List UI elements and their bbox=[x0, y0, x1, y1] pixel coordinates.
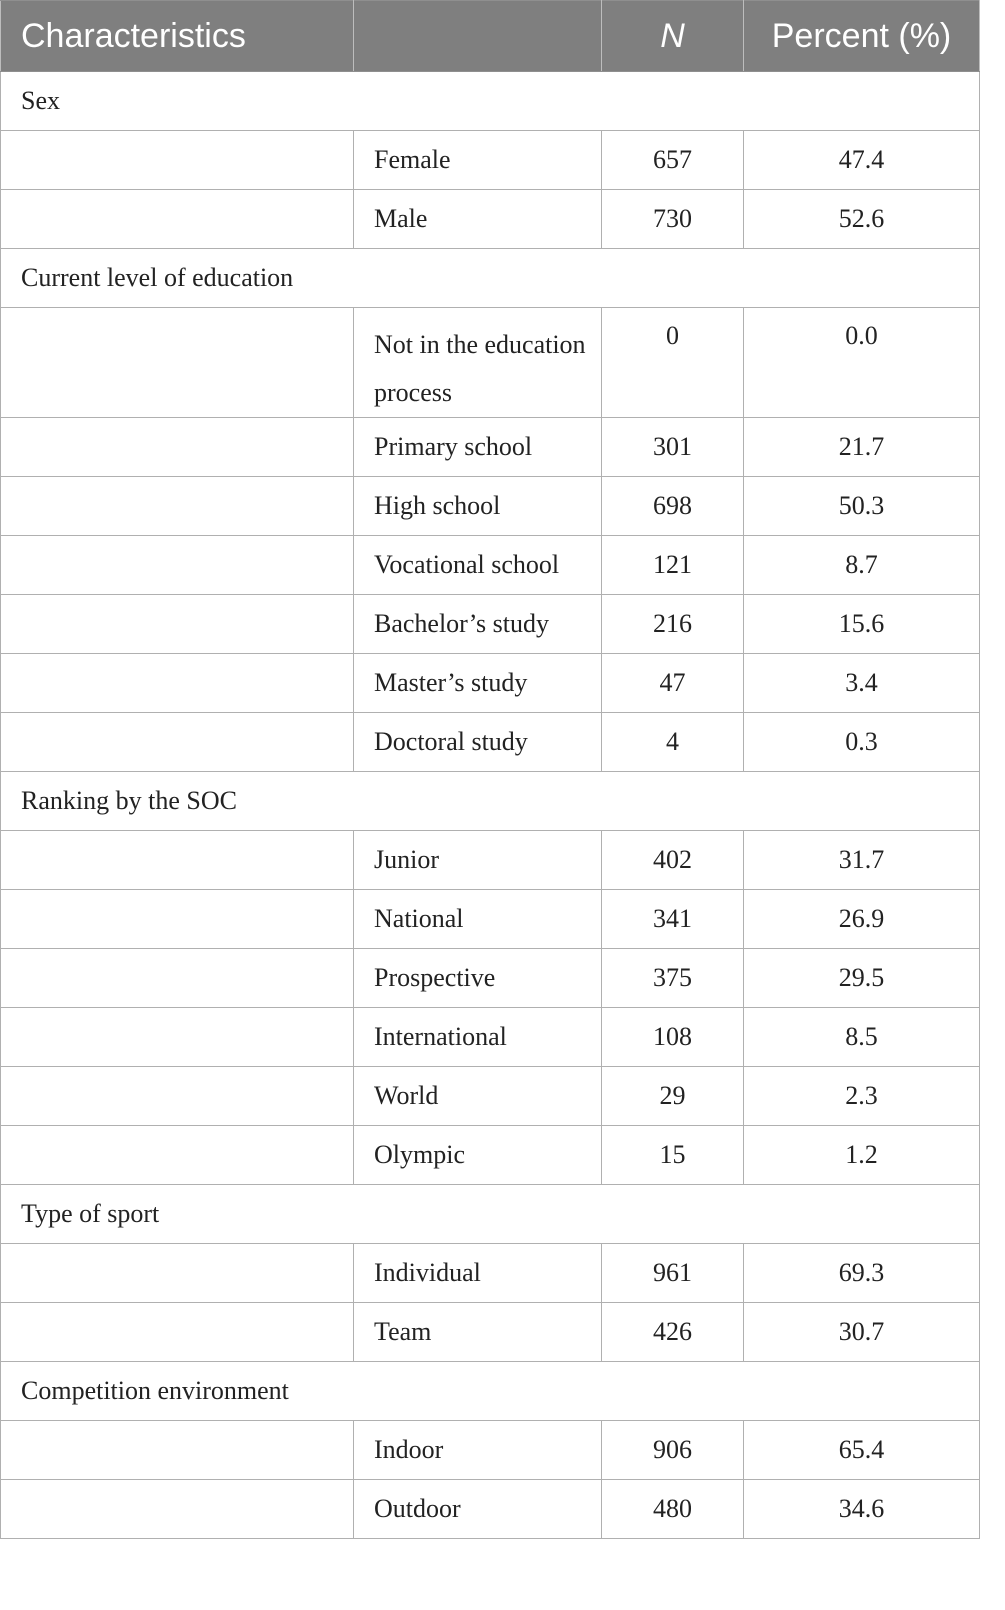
row-n: 402 bbox=[602, 831, 744, 890]
row-blank-cell bbox=[1, 536, 354, 595]
row-blank-cell bbox=[1, 949, 354, 1008]
row-percent: 0.3 bbox=[744, 713, 980, 772]
row-percent: 2.3 bbox=[744, 1067, 980, 1126]
row-label: Prospective bbox=[354, 949, 602, 1008]
row-label: Bachelor’s study bbox=[354, 595, 602, 654]
section-row-competition-environment bbox=[1, 1362, 980, 1421]
row-percent: 29.5 bbox=[744, 949, 980, 1008]
row-label: Primary school bbox=[354, 418, 602, 477]
row-percent: 3.4 bbox=[744, 654, 980, 713]
row-label: Team bbox=[354, 1303, 602, 1362]
row-label: World bbox=[354, 1067, 602, 1126]
row-percent: 69.3 bbox=[744, 1244, 980, 1303]
table-row bbox=[1, 536, 980, 595]
row-n: 961 bbox=[602, 1244, 744, 1303]
row-percent: 52.6 bbox=[744, 190, 980, 249]
row-n: 108 bbox=[602, 1008, 744, 1067]
row-label: Not in the education process bbox=[354, 308, 602, 418]
row-n: 657 bbox=[602, 131, 744, 190]
row-n: 375 bbox=[602, 949, 744, 1008]
section-row-education bbox=[1, 249, 980, 308]
row-n: 15 bbox=[602, 1126, 744, 1185]
table-row bbox=[1, 1067, 980, 1126]
table-row bbox=[1, 418, 980, 477]
section-title: Type of sport bbox=[1, 1185, 980, 1244]
section-title: Sex bbox=[1, 72, 980, 131]
row-percent: 21.7 bbox=[744, 418, 980, 477]
row-n: 426 bbox=[602, 1303, 744, 1362]
table-row bbox=[1, 595, 980, 654]
row-n: 47 bbox=[602, 654, 744, 713]
table-row bbox=[1, 713, 980, 772]
table-header bbox=[1, 1, 980, 72]
table-row bbox=[1, 949, 980, 1008]
header-row bbox=[1, 1, 980, 72]
row-blank-cell bbox=[1, 654, 354, 713]
row-n: 698 bbox=[602, 477, 744, 536]
row-blank-cell bbox=[1, 713, 354, 772]
row-n: 29 bbox=[602, 1067, 744, 1126]
row-n: 301 bbox=[602, 418, 744, 477]
header-blank bbox=[354, 1, 602, 72]
row-percent: 30.7 bbox=[744, 1303, 980, 1362]
section-row-ranking bbox=[1, 772, 980, 831]
row-label: Doctoral study bbox=[354, 713, 602, 772]
row-percent: 0.0 bbox=[744, 308, 980, 418]
row-blank-cell bbox=[1, 1126, 354, 1185]
row-blank-cell bbox=[1, 1244, 354, 1303]
row-n: 730 bbox=[602, 190, 744, 249]
row-percent: 34.6 bbox=[744, 1480, 980, 1539]
row-blank-cell bbox=[1, 890, 354, 949]
row-label: High school bbox=[354, 477, 602, 536]
row-blank-cell bbox=[1, 131, 354, 190]
row-label: National bbox=[354, 890, 602, 949]
table-row bbox=[1, 1244, 980, 1303]
table-row bbox=[1, 190, 980, 249]
row-percent: 65.4 bbox=[744, 1421, 980, 1480]
row-label: Individual bbox=[354, 1244, 602, 1303]
row-percent: 15.6 bbox=[744, 595, 980, 654]
header-percent: Percent (%) bbox=[744, 1, 980, 72]
row-label: Junior bbox=[354, 831, 602, 890]
table-row bbox=[1, 890, 980, 949]
section-title: Current level of education bbox=[1, 249, 980, 308]
table-row bbox=[1, 308, 980, 418]
row-n: 0 bbox=[602, 308, 744, 418]
row-blank-cell bbox=[1, 1303, 354, 1362]
table-row bbox=[1, 1421, 980, 1480]
row-label: Indoor bbox=[354, 1421, 602, 1480]
table-row bbox=[1, 131, 980, 190]
row-percent: 26.9 bbox=[744, 890, 980, 949]
row-label: Male bbox=[354, 190, 602, 249]
row-label: International bbox=[354, 1008, 602, 1067]
row-n: 121 bbox=[602, 536, 744, 595]
section-row-sex bbox=[1, 72, 980, 131]
header-n: N bbox=[602, 1, 744, 72]
row-n: 4 bbox=[602, 713, 744, 772]
row-n: 341 bbox=[602, 890, 744, 949]
row-blank-cell bbox=[1, 1480, 354, 1539]
row-blank-cell bbox=[1, 831, 354, 890]
row-blank-cell bbox=[1, 595, 354, 654]
table-row bbox=[1, 1303, 980, 1362]
row-label: Master’s study bbox=[354, 654, 602, 713]
row-percent: 47.4 bbox=[744, 131, 980, 190]
row-n: 216 bbox=[602, 595, 744, 654]
row-blank-cell bbox=[1, 1008, 354, 1067]
row-percent: 31.7 bbox=[744, 831, 980, 890]
row-blank-cell bbox=[1, 418, 354, 477]
row-blank-cell bbox=[1, 308, 354, 418]
section-title: Competition environment bbox=[1, 1362, 980, 1421]
section-title: Ranking by the SOC bbox=[1, 772, 980, 831]
table-body bbox=[1, 72, 980, 1539]
row-percent: 8.7 bbox=[744, 536, 980, 595]
row-percent: 8.5 bbox=[744, 1008, 980, 1067]
header-characteristics: Characteristics bbox=[1, 1, 354, 72]
table-row bbox=[1, 477, 980, 536]
row-blank-cell bbox=[1, 1067, 354, 1126]
section-row-sport-type bbox=[1, 1185, 980, 1244]
row-label: Female bbox=[354, 131, 602, 190]
row-percent: 1.2 bbox=[744, 1126, 980, 1185]
row-percent: 50.3 bbox=[744, 477, 980, 536]
row-n: 480 bbox=[602, 1480, 744, 1539]
row-label: Olympic bbox=[354, 1126, 602, 1185]
row-n: 906 bbox=[602, 1421, 744, 1480]
table-row bbox=[1, 1126, 980, 1185]
table-row bbox=[1, 1008, 980, 1067]
table-row bbox=[1, 1480, 980, 1539]
row-label: Vocational school bbox=[354, 536, 602, 595]
table-row bbox=[1, 831, 980, 890]
row-blank-cell bbox=[1, 1421, 354, 1480]
row-blank-cell bbox=[1, 190, 354, 249]
row-blank-cell bbox=[1, 477, 354, 536]
table-row bbox=[1, 654, 980, 713]
row-label: Outdoor bbox=[354, 1480, 602, 1539]
